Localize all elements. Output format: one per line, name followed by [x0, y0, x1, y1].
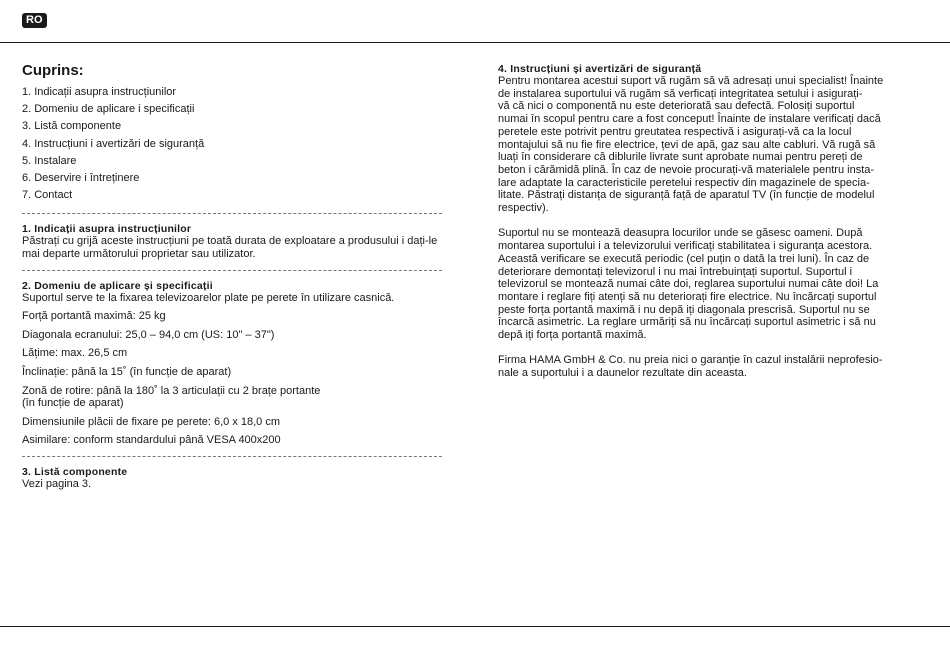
- left-column: [22, 62, 442, 491]
- safety-paragraph: Pentru montarea acestui suport vă rugăm să vă adresați unui specialist! Înainte de instalarea suportului vă rugăm să verficați integritatea setului i asigurați- vă că nici o componentă nu este deteriorată sau defectă. Folosiți suportul numai în scopul pentru care a fost conceput! Înainte de instalare verificați dacă peretele este potrivit pentru greutatea respectivă i asigurați-vă ca la locul montajului să nu fie fire electrice, țevi de apă, gaz sau alte cabluri. Vă rugă să luați în considerare că diblurile livrate sunt aprobate numai pentru pereți de beton i cărămidă plină. În caz de nevoie procurați-vă materialele pentru insta- lare adaptate la caracteristicile peretelui respectiv din magazinele de specia- litate. Păstrați distanța de siguranță față de aparatul TV (în funcție de modelul respectiv).: [498, 75, 884, 215]
- safety-paragraph: Firma HAMA GmbH & Co. nu preia nici o garanție în cazul instalării neprofesio- nale a suportului i a daunelor rezultate din aceasta.: [498, 354, 883, 380]
- section-heading: 3. Listă componente: [22, 465, 128, 478]
- language-badge: RO: [22, 13, 47, 28]
- top-rule: [0, 42, 950, 43]
- section-heading: 4. Instrucțiuni și avertizări de siguranță: [498, 63, 702, 75]
- toc-item: 1. Indicații asupra instrucțiunilor: [22, 86, 177, 98]
- toc-item: 3. Listă componente: [22, 120, 122, 133]
- spec-line: Înclinație: până la 15˚ (în funcție de aparat): [22, 365, 232, 378]
- toc-item: 7. Contact: [22, 189, 73, 202]
- spec-line: Diagonala ecranului: 25,0 – 94,0 cm (US: 10" – 37"): [22, 328, 275, 341]
- section-heading: 1. Indicații asupra instrucțiunilor: [22, 223, 192, 236]
- section-scope-specs: [22, 280, 442, 447]
- dashed-divider: [22, 270, 442, 271]
- toc-item: 4. Instrucțiuni i avertizări de siguranță: [22, 137, 205, 150]
- spec-line: Zonă de rotire: până la 180˚ la 3 articulații cu 2 brațe portante (în funcție de aparat): [22, 384, 321, 410]
- spec-line: Dimensiunile plăcii de fixare pe perete: 6,0 x 18,0 cm: [22, 415, 281, 428]
- toc-item: 2. Domeniu de aplicare i specificații: [22, 103, 195, 116]
- toc-title: Cuprins:: [22, 62, 84, 79]
- toc-list: [22, 84, 442, 204]
- section-text: Vezi pagina 3.: [22, 477, 92, 490]
- section-components: [22, 466, 442, 491]
- toc-item: 6. Deservire i întreținere: [22, 172, 140, 185]
- spec-line: Asimilare: conform standardului până VESA 400x200: [22, 434, 281, 447]
- dashed-divider: [22, 213, 442, 214]
- safety-paragraph: Suportul nu se montează deasupra locurilor unde se găsesc oameni. După montarea suportului i a televizorului verificați stabilitatea i siguranța acestora. Această verificare se execută periodic (cel puțin o dată la trei luni). În caz de deteriorare demontați televizorul i nu mai întrebuințați suportul. Suportul i televizorul se montează numai câte doi, reglarea suportului numai câte doi! La montare i reglare fiți atenți să nu deteriorați fire electrice. Nu încărcați suportul peste forța portantă maximă i nu depă iți diagonala prescrisă. Suportul nu se încarcă asimetric. La reglare urmăriți să nu încărcați suportul asimetric i să nu depă iți forța portantă maximă.: [498, 227, 879, 342]
- spec-line: Lățime: max. 26,5 cm: [22, 347, 128, 360]
- dashed-divider: [22, 456, 442, 457]
- section-instructions-notes: [22, 223, 442, 260]
- section-heading: 2. Domeniu de aplicare și specificații: [22, 279, 213, 292]
- toc-item: 5. Instalare: [22, 154, 77, 167]
- bottom-rule: [0, 626, 950, 627]
- spec-line: Forță portantă maximă: 25 kg: [22, 310, 166, 323]
- section-text: Păstrați cu grijă aceste instrucțiuni pe toată durata de exploatare a produsului i dați-le mai departe următorului proprietar sau utilizator.: [22, 235, 438, 261]
- right-column: [498, 63, 928, 380]
- spec-line: Suportul serve te la fixarea televizoarelor plate pe perete în utilizare casnică.: [22, 291, 395, 304]
